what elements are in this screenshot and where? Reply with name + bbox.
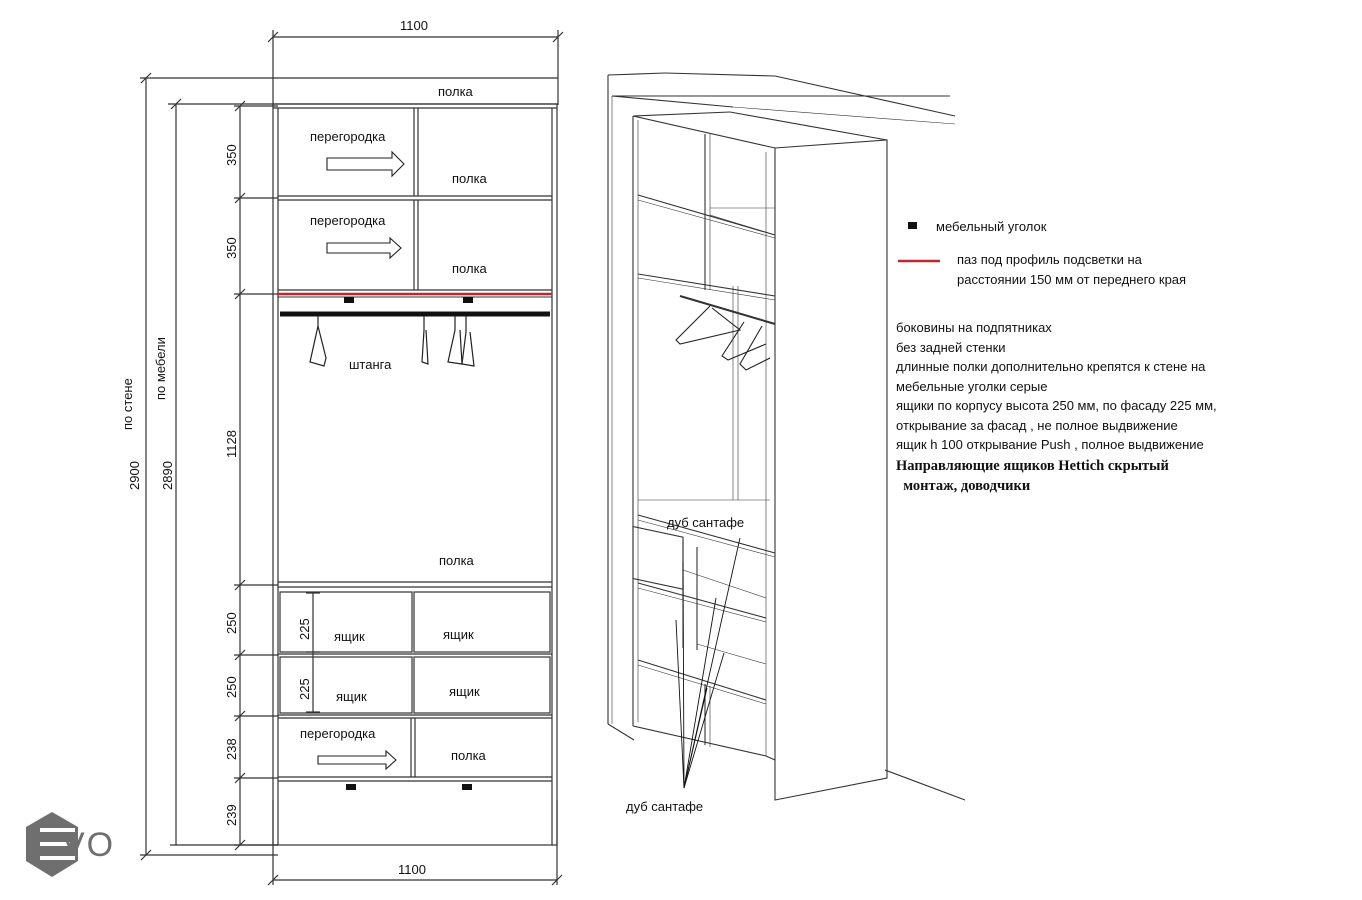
hanger	[462, 316, 474, 366]
hanger	[310, 316, 326, 366]
note-line: открывание за фасад , не полное выдвижение	[896, 417, 1178, 433]
top-width-label: 1100	[400, 18, 428, 33]
notes-block	[896, 318, 1336, 495]
drawer-label: ящик	[336, 689, 367, 704]
hettich-note-line-2: монтаж, доводчики	[896, 477, 1031, 494]
bracket-legend-label: мебельный уголок	[936, 219, 1047, 234]
bracket-marker	[344, 297, 354, 303]
wall-height-value: 2900	[127, 461, 142, 490]
hanger	[740, 326, 770, 370]
bottom-width-label: 1100	[398, 862, 426, 877]
hanger	[722, 322, 766, 360]
logo-text: VO	[62, 826, 116, 864]
groove-legend-label-1: паз под профиль подсветки на	[957, 252, 1142, 267]
side-panel	[633, 116, 887, 800]
shelf-label: полка	[452, 261, 487, 276]
section-height: 250	[224, 676, 239, 698]
hangers	[310, 316, 474, 366]
arrow-icon	[318, 751, 396, 769]
shelf-label: полка	[452, 171, 487, 186]
note-line: длинные полки дополнительно крепятся к стене на	[896, 359, 1206, 374]
drawer-label: ящик	[449, 684, 480, 699]
section-height: 250	[224, 612, 239, 634]
hanger	[422, 316, 428, 364]
drawer-label: ящик	[443, 627, 474, 642]
material-label: дуб сантафе	[667, 515, 745, 530]
partition-label: перегородка	[310, 213, 386, 228]
perspective-hangers	[676, 306, 770, 370]
note-line: без задней стенки	[896, 339, 1006, 355]
groove-legend-label-2: расстоянии 150 мм от переднего края	[957, 272, 1187, 287]
arrow-icon	[327, 152, 404, 176]
section-height: 238	[224, 738, 239, 760]
drawer-label: ящик	[334, 629, 365, 644]
material-pointers	[676, 538, 740, 788]
section-height: 350	[224, 144, 239, 166]
furniture-height-caption: по мебели	[153, 337, 168, 400]
bracket-legend-icon	[908, 222, 917, 229]
shelf-label: полка	[439, 553, 474, 568]
bracket-marker	[346, 784, 356, 790]
hettich-note-line-1: Направляющие ящиков Hettich скрытый	[896, 457, 1169, 474]
rod-label: штанга	[349, 357, 392, 372]
note-line: боковины на подпятниках	[896, 320, 1052, 335]
partition-arrows	[318, 152, 404, 769]
drawer-front-height: 225	[297, 618, 312, 640]
arrow-icon	[327, 238, 401, 258]
note-line: мебельные уголки серые	[896, 378, 1048, 394]
note-line: ящики по корпусу высота 250 мм, по фасаду 225 мм,	[896, 398, 1217, 413]
section-height: 1128	[224, 430, 239, 458]
partition-label: перегородка	[310, 129, 386, 144]
note-line: ящик h 100 открывание Push , полное выдвижение	[896, 437, 1204, 452]
partition-label: перегородка	[300, 726, 376, 741]
section-height: 350	[224, 237, 239, 259]
top-shelf-label: полка	[438, 84, 473, 99]
bracket-marker	[463, 297, 473, 303]
drawer-front-height: 225	[297, 678, 312, 700]
material-label: дуб сантафе	[626, 799, 704, 814]
hanger	[448, 316, 462, 364]
shelf-label: полка	[451, 748, 486, 763]
section-height: 239	[224, 804, 239, 826]
wall-height-caption: по стене	[120, 378, 135, 430]
furniture-height-value: 2890	[160, 461, 175, 490]
bracket-marker	[462, 784, 472, 790]
